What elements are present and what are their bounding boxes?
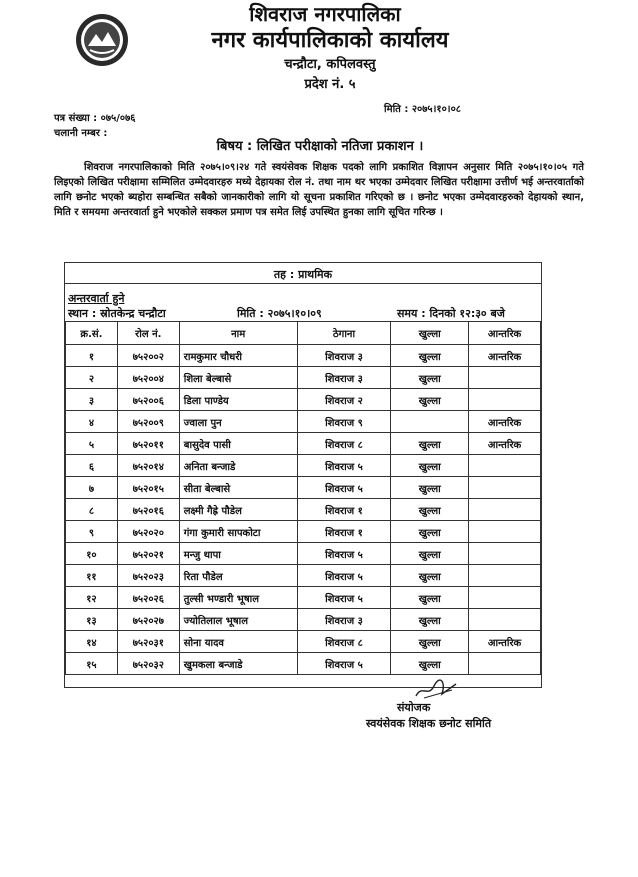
cell-sn: ३	[66, 389, 118, 411]
government-emblem-icon	[74, 12, 130, 68]
cell-roll: ७५२००६	[117, 389, 179, 411]
cell-roll: ७५२०११	[117, 433, 179, 455]
cell-roll: ७५२०२६	[117, 587, 179, 609]
cell-name: सीता बेल्बासे	[179, 477, 297, 499]
cell-address: शिवराज ५	[297, 565, 391, 587]
cell-address: शिवराज ५	[297, 543, 391, 565]
cell-address: शिवराज ३	[297, 367, 391, 389]
cell-internal	[469, 609, 541, 631]
signatory-title: संयोजक	[397, 701, 431, 714]
cell-address: शिवराज ९	[297, 411, 391, 433]
level-label: तह : प्राथमिक	[273, 268, 333, 281]
cell-internal: आन्तरिक	[469, 411, 541, 433]
cell-open: खुल्ला	[391, 499, 469, 521]
cell-roll: ७५२००२	[117, 345, 179, 367]
column-header: क्र.सं.	[66, 322, 118, 345]
cell-address: शिवराज ५	[297, 455, 391, 477]
cell-name: बासुदेव पासी	[179, 433, 297, 455]
cell-open: खुल्ला	[391, 631, 469, 653]
cell-open: खुल्ला	[391, 587, 469, 609]
cell-internal	[469, 499, 541, 521]
municipality-name: शिवराज नगरपालिका	[249, 2, 401, 26]
cell-internal	[469, 543, 541, 565]
cell-sn: १५	[66, 653, 118, 675]
cell-name: ज्योतिलाल भूषाल	[179, 609, 297, 631]
cell-name: खुमकला बन्जाडे	[179, 653, 297, 675]
cell-internal	[469, 653, 541, 675]
results-table	[65, 321, 541, 675]
cell-sn: १	[66, 345, 118, 367]
cell-roll: ७५२०१६	[117, 499, 179, 521]
cell-address: शिवराज ५	[297, 587, 391, 609]
table-row	[66, 433, 541, 455]
cell-name: तुल्सी भण्डारी भूषाल	[179, 587, 297, 609]
interview-venue: स्थान : स्रोतकेन्द्र चन्द्रौटा	[68, 307, 166, 320]
cell-open: खुल्ला	[391, 477, 469, 499]
table-row	[66, 653, 541, 675]
office-name: नगर कार्यपालिकाको कार्यालय	[211, 28, 449, 53]
table-row	[66, 587, 541, 609]
cell-sn: १२	[66, 587, 118, 609]
column-header: आन्तरिक	[469, 322, 541, 345]
cell-sn: ६	[66, 455, 118, 477]
cell-open: खुल्ला	[391, 543, 469, 565]
cell-name: लक्ष्मी गैह्रे पौडेल	[179, 499, 297, 521]
cell-open: खुल्ला	[391, 345, 469, 367]
cell-open: खुल्ला	[391, 565, 469, 587]
cell-internal	[469, 565, 541, 587]
office-location: चन्द्रौटा, कपिलवस्तु	[284, 57, 376, 72]
cell-open: खुल्ला	[391, 609, 469, 631]
cell-sn: ५	[66, 433, 118, 455]
cell-sn: १४	[66, 631, 118, 653]
cell-internal	[469, 587, 541, 609]
cell-roll: ७५२०२१	[117, 543, 179, 565]
divider	[65, 283, 541, 284]
reference-number: पत्र संख्या : ०७५/०७६	[54, 113, 136, 124]
cell-roll: ७५२००९	[117, 411, 179, 433]
table-row	[66, 345, 541, 367]
cell-internal: आन्तरिक	[469, 631, 541, 653]
column-header: रोल नं.	[117, 322, 179, 345]
table-row	[66, 543, 541, 565]
table-row	[66, 521, 541, 543]
cell-internal: आन्तरिक	[469, 433, 541, 455]
column-header: नाम	[179, 322, 297, 345]
cell-internal	[469, 521, 541, 543]
cell-internal	[469, 389, 541, 411]
interview-date: मिति : २०७५।१०।०९	[237, 307, 322, 320]
cell-open: खुल्ला	[391, 367, 469, 389]
cell-address: शिवराज ८	[297, 631, 391, 653]
cell-address: शिवराज ३	[297, 609, 391, 631]
column-header: खुल्ला	[391, 322, 469, 345]
cell-roll: ७५२००४	[117, 367, 179, 389]
cell-sn: २	[66, 367, 118, 389]
cell-sn: ९	[66, 521, 118, 543]
table-row	[66, 631, 541, 653]
cell-address: शिवराज १	[297, 499, 391, 521]
cell-address: शिवराज २	[297, 389, 391, 411]
cell-open: खुल्ला	[391, 521, 469, 543]
cell-address: शिवराज ५	[297, 653, 391, 675]
table-row	[66, 565, 541, 587]
cell-name: रिता पौडेल	[179, 565, 297, 587]
table-row	[66, 609, 541, 631]
table-row	[66, 411, 541, 433]
cell-roll: ७५२०२३	[117, 565, 179, 587]
province: प्रदेश नं. ५	[304, 77, 356, 92]
interview-time: समय : दिनको १२:३० बजे	[397, 307, 505, 320]
cell-sn: ८	[66, 499, 118, 521]
cell-open: खुल्ला	[391, 653, 469, 675]
cell-open: खुल्ला	[391, 389, 469, 411]
cell-internal	[469, 367, 541, 389]
table-header-row	[66, 322, 541, 345]
cell-sn: ४	[66, 411, 118, 433]
dispatch-number: चलानी नम्बर :	[54, 128, 108, 139]
cell-internal	[469, 455, 541, 477]
cell-sn: १०	[66, 543, 118, 565]
table-row	[66, 389, 541, 411]
cell-open	[391, 411, 469, 433]
results-box	[64, 262, 542, 688]
cell-name: ज्वाला पुन	[179, 411, 297, 433]
cell-name: मन्जु थापा	[179, 543, 297, 565]
letter-date: मिति : २०७५।१०।०८	[384, 104, 462, 115]
cell-roll: ७५२०१५	[117, 477, 179, 499]
signature-mark	[412, 678, 462, 702]
cell-sn: ७	[66, 477, 118, 499]
cell-roll: ७५२०३२	[117, 653, 179, 675]
cell-roll: ७५२०२०	[117, 521, 179, 543]
table-row	[66, 455, 541, 477]
notice-body: शिवराज नगरपालिकाको मिति २०७५।०९।२४ गते स्वयंसेवक शिक्षक पदको लागि प्रकाशित विज्ञापन अनुसार मिति २०७५।१०।०५ गते लिइएको लिखित परीक्षामा सम्मिलित उम्मेदवारहरु मध्ये देहायका रोल नं. तथा नाम थर भएका उम्मेदवार लिखित परीक्षामा उत्तीर्ण भई अन्तरवार्ताको लागि छनोट भएको ब्यहोरा सम्बन्धित सबैको जानकारीको लागि यो सूचना प्रकाशित गरिएको छ । छनोट भएका उम्मेदवारहरुको देहायको स्थान, मिति र समयमा अन्तरवार्ता हुने भएकोले सक्कल प्रमाण पत्र समेत लिई उपस्थित हुनका लागि सूचित गरिन्छ ।	[54, 162, 584, 218]
column-header: ठेगाना	[297, 322, 391, 345]
cell-name: डिला पाण्डेय	[179, 389, 297, 411]
cell-open: खुल्ला	[391, 455, 469, 477]
cell-roll: ७५२०१४	[117, 455, 179, 477]
cell-internal: आन्तरिक	[469, 345, 541, 367]
committee-name: स्वयंसेवक शिक्षक छनोट समिति	[366, 717, 492, 730]
table-row	[66, 477, 541, 499]
cell-internal	[469, 477, 541, 499]
cell-name: गंगा कुमारी सापकोटा	[179, 521, 297, 543]
cell-name: रामकुमार चौधरी	[179, 345, 297, 367]
cell-name: शिला बेल्बासे	[179, 367, 297, 389]
cell-address: शिवराज ८	[297, 433, 391, 455]
cell-roll: ७५२०३१	[117, 631, 179, 653]
cell-name: सोना यादव	[179, 631, 297, 653]
interview-heading: अन्तरवार्ता हुने	[68, 292, 125, 305]
cell-roll: ७५२०२७	[117, 609, 179, 631]
subject-line: बिषय : लिखित परीक्षाको नतिजा प्रकाशन ।	[216, 139, 424, 154]
cell-address: शिवराज ५	[297, 477, 391, 499]
cell-sn: ११	[66, 565, 118, 587]
cell-address: शिवराज १	[297, 521, 391, 543]
table-row	[66, 499, 541, 521]
table-row	[66, 367, 541, 389]
cell-name: अनिता बन्जाडे	[179, 455, 297, 477]
cell-open: खुल्ला	[391, 433, 469, 455]
cell-sn: १३	[66, 609, 118, 631]
cell-address: शिवराज ३	[297, 345, 391, 367]
